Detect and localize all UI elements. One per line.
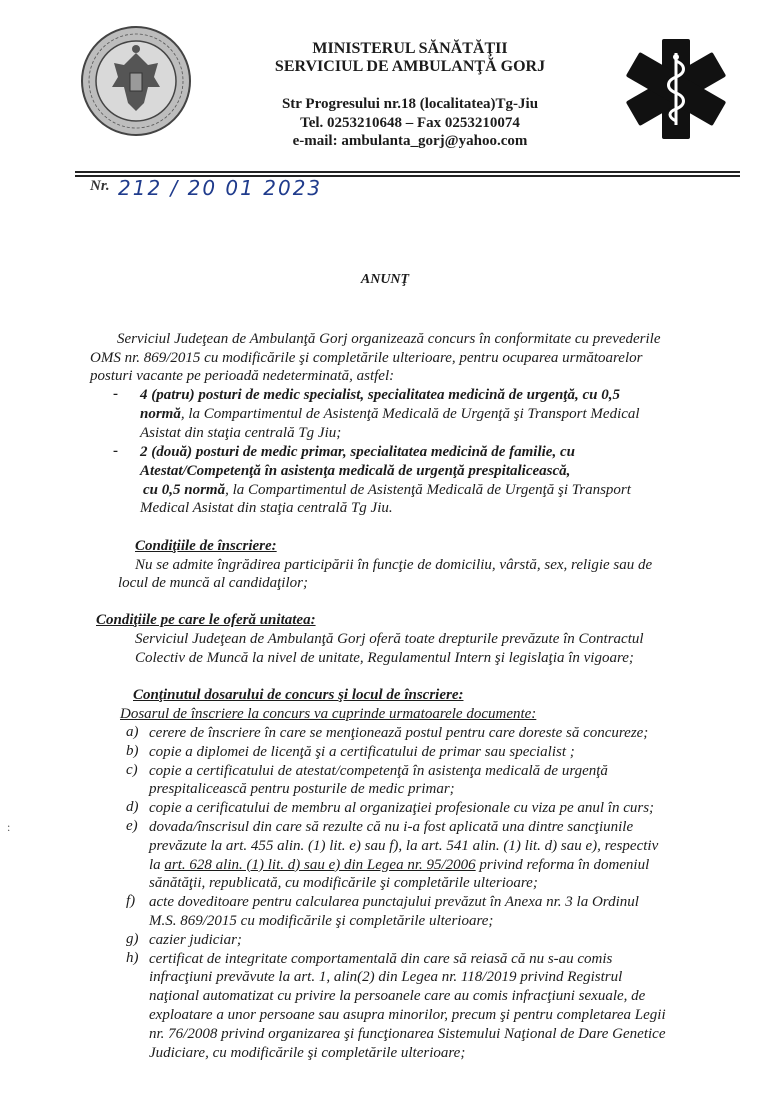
conditions-text: Nu se admite îngrădirea participării în funcţie de domiciliu, vârstă, sex, religie sau de [135,557,653,573]
star-of-life-icon [622,35,730,143]
document-item-label: f) [126,893,136,910]
registration-number-handwritten: 212 / 20 01 2023 [118,176,323,200]
header-divider [75,171,740,173]
post-2-norm: cu 0,5 normă [143,482,226,498]
post-2-station: Medical Asistat din staţia centrală Tg Jiu. [140,500,393,516]
document-item-text: prespitalicească pentru posturile de medic primar; [149,781,455,798]
document-item-label: d) [126,799,139,816]
document-item-text: Judiciare, cu modificările şi completările ulterioare; [149,1044,466,1061]
intro-line: Serviciul Judeţean de Ambulanţă Gorj organizează concurs în conformitate cu prevederile [117,331,661,347]
document-item-label: c) [126,761,138,778]
document-item-label: a) [126,724,139,740]
document-title: ANUNŢ [360,272,410,287]
document-item-text: la art. 628 alin. (1) lit. d) sau e) din Legea nr. 95/2006 privind reforma în domeniul [149,856,650,873]
document-item-label: g) [126,930,139,947]
document-item-text: cerere de înscriere în care se menţionează postul pentru care doreste să concureze; [149,725,649,741]
document-item-text: sănătăţii, republicată, cu modificările şi completările ulterioare; [149,875,538,892]
document-item-text: acte doveditoare pentru calcularea punctajului prevăzut în Anexa nr. 3 la Ordinul [149,894,639,911]
document-item-text: certificat de integritate comportamentală din care să reiasă că nu s-au comis [149,950,613,967]
post-2-title: 2 (două) posturi de medic primar, specialitatea medicină de familie, cu [140,444,575,460]
post-1-detail [140,405,640,423]
document-item-text: dovada/înscrisul din care să rezulte că nu i-a fost aplicată una dintre sancţiunile [149,819,634,835]
header-address: Str Progresului nr.18 (localitatea)Tg-Jiu [281,96,539,112]
document-item-label: h) [126,949,139,966]
dossier-heading: Conţinutul dosarului de concurs şi locul de înscriere: [133,687,464,703]
post-1-title: 4 (patru) posturi de medic specialist, specialitatea medicină de urgenţă, cu 0,5 [140,387,620,403]
post-1-station: Asistat din staţia centrală Tg Jiu; [140,425,342,441]
document-item-text: naţional automatizat cu privire la persoanele care au comis infracţiuni sexuale, de [149,988,646,1005]
offer-text: Colectiv de Muncă la nivel de unitate, Regulamentul Intern şi legislaţia în vigoare; [135,650,634,666]
list-bullet: - [113,386,118,402]
offer-text: Serviciul Judeţean de Ambulanţă Gorj oferă toate drepturile prevăzute în Contractul [135,631,644,647]
document-item-text: exploatare a unor persoane sau asupra minorilor, precum şi pentru completarea Legii [149,1007,666,1023]
header-service: SERVICIUL DE AMBULANŢĂ GORJ [274,58,546,75]
conditions-text: locul de muncă al candidaţilor; [118,575,308,591]
registration-label: Nr. [90,178,110,194]
post-1-location: , la Compartimentul de Asistenţă Medicală de Urgenţă şi Transport Medical [180,406,640,422]
conditions-heading: Condiţiile de înscriere: [135,538,277,554]
offer-heading: Condiţiile pe care le oferă unitatea: [96,612,316,628]
intro-line: posturi vacante pe perioadă nedeterminată, astfel: [90,368,395,384]
document-item-text: cazier judiciar; [149,931,242,948]
margin-dot: : [7,820,11,834]
document-item-text: copie a certificatului de atestat/competenţă în asistenţa medicală de urgenţă [149,762,608,779]
document-item-label: b) [126,742,139,759]
document-item-text: copie a diplomei de licenţă şi a certificatului de primar sau specialist ; [149,743,575,760]
document-item-text: M.S. 869/2015 cu modificările şi completările ulterioare; [149,913,494,929]
document-item-text: nr. 76/2008 privind organizarea şi funcţionarea Sistemului Naţional de Dare Genetice [149,1025,666,1042]
list-bullet: - [113,443,118,459]
header-ministry: MINISTERUL SĂNĂTĂŢII [312,40,508,57]
post-1-norm: normă [140,406,181,422]
document-item-text: copie a cerificatului de membru al organizaţiei profesionale cu viza pe anul în curs; [149,800,655,817]
post-2-attestation: Atestat/Competenţă în asistenţa medicală de urgenţă prespitalicească, [140,463,571,479]
document-item-text: prevăzute la art. 455 alin. (1) lit. e) sau f), la art. 541 alin. (1) lit. d) sau e), respectiv [149,837,659,854]
document-item-label: e) [126,818,138,834]
document-item-text: infracţiuni prevăvute la art. 1, alin(2) din Legea nr. 118/2019 privind Registrul [149,969,623,986]
post-2-detail [143,481,631,499]
intro-line: OMS nr. 869/2015 cu modificările şi completările ulterioare, pentru ocuparea următoarelor [90,350,643,366]
header-phone: Tel. 0253210648 – Fax 0253210074 [300,115,520,131]
post-2-location: , la Compartimentul de Asistenţă Medicală de Urgenţă şi Transport [225,482,631,498]
header-email: e-mail: ambulanta_gorj@yahoo.com [292,133,528,149]
ministry-seal [80,25,192,137]
dossier-subheading: Dosarul de înscriere la concurs va cuprinde urmatoarele documente: [120,706,537,722]
